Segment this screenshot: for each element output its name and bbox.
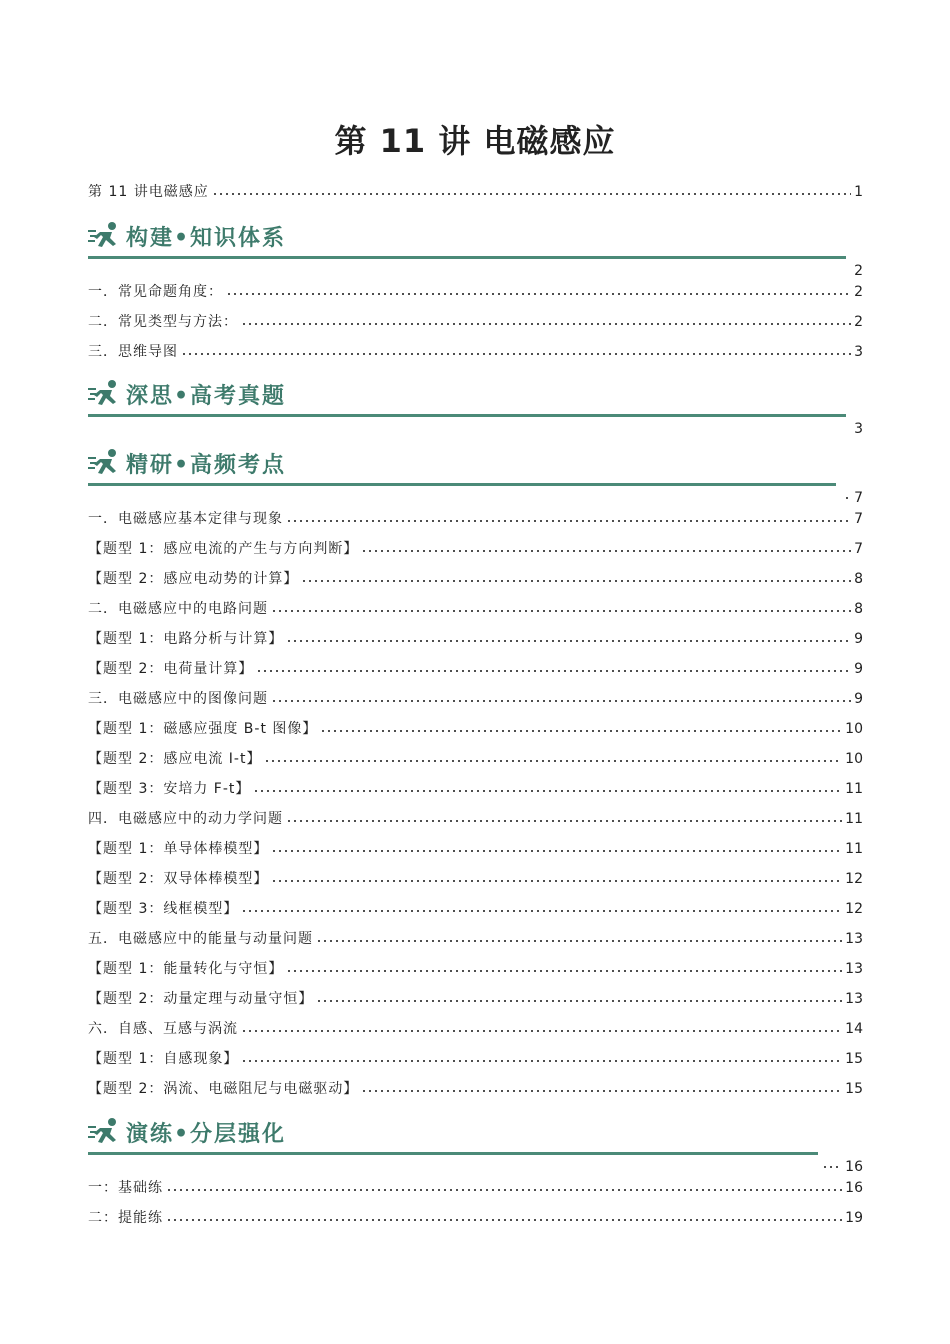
leader-dots [226,291,851,297]
toc-entry-label: 【题型 2：感应电流 I-t】 [88,751,262,767]
section-title: 构建•知识体系 [126,225,287,251]
section-page[interactable]: 16 [845,1159,863,1175]
toc-entry-label: 【题型 1：感应电流的产生与方向判断】 [88,541,359,557]
leader-dots [822,1164,842,1170]
leader-dots [320,728,842,734]
toc-entry-label: 【题型 1：自感现象】 [88,1051,239,1067]
leader-dots [286,638,851,644]
leader-dots [271,848,842,854]
toc-entry-page: 3 [854,344,863,360]
toc-entry[interactable] [88,1049,863,1069]
toc-entry-page: 2 [854,314,863,330]
toc-entry[interactable] [88,959,863,979]
toc-entry-page: 16 [845,1180,863,1196]
section-page[interactable]: 3 [854,421,863,437]
section-rule [88,1152,818,1155]
toc-entry-label: 一：基础练 [88,1180,163,1196]
leader-dots [316,938,842,944]
toc-entry-page: 7 [854,541,863,557]
toc-entry-label: 三．电磁感应中的图像问题 [88,691,268,707]
section-header [88,220,863,280]
toc-entry[interactable] [88,839,863,859]
toc-entry-label: 【题型 2：电荷量计算】 [88,661,254,677]
document-title: 第 11 讲 电磁感应 [334,122,616,160]
section-title: 演练•分层强化 [126,1121,287,1147]
toc-entry-page: 9 [854,661,863,677]
section-rule [88,483,836,486]
leader-dots [241,1058,842,1064]
runner-icon [88,447,122,477]
toc-entry-page: 15 [845,1051,863,1067]
toc-entry[interactable] [88,1208,863,1228]
toc-entry-label: 四．电磁感应中的动力学问题 [88,811,283,827]
toc-entry[interactable] [88,749,863,769]
section-title: 精研•高频考点 [126,452,287,478]
toc-entry-label: 【题型 1：能量转化与守恒】 [88,961,284,977]
toc-entry-label: 【题型 3：线框模型】 [88,901,239,917]
toc-entry-page: 15 [845,1081,863,1097]
toc-entry[interactable] [88,1019,863,1039]
toc-entry-label: 六．自感、互感与涡流 [88,1021,238,1037]
section-page[interactable]: 7 [854,490,863,506]
runner-icon [88,378,122,408]
toc-entry-label: 三．思维导图 [88,344,178,360]
toc-entry-label: 第 11 讲电磁感应 [88,184,209,200]
section-title: 深思•高考真题 [126,383,287,409]
toc-entry-page: 9 [854,631,863,647]
toc-entry-page: 10 [845,721,863,737]
section-header [88,1116,863,1176]
leader-dots [316,998,842,1004]
toc-entry-label: 【题型 3：安培力 F-t】 [88,781,251,797]
toc-entry-page: 2 [854,284,863,300]
toc-entry[interactable] [88,929,863,949]
toc-entry[interactable] [88,282,863,302]
toc-entry[interactable] [88,689,863,709]
leader-dots [844,495,852,501]
runner-icon [88,1116,122,1146]
toc-entry-page: 9 [854,691,863,707]
toc-entry[interactable] [88,539,863,559]
section-header [88,378,863,438]
toc-entry[interactable] [88,599,863,619]
toc-entry-page: 13 [845,931,863,947]
toc-entry-label: 【题型 1：磁感应强度 B-t 图像】 [88,721,318,737]
toc-entry[interactable] [88,629,863,649]
toc-entry[interactable] [88,989,863,1009]
section-header [88,447,863,507]
toc-entry[interactable] [88,342,863,362]
toc-entry-page: 7 [854,511,863,527]
toc-entry-page: 13 [845,991,863,1007]
toc-entry-page: 8 [854,601,863,617]
leader-dots [241,908,842,914]
toc-entry[interactable] [88,869,863,889]
toc-entry-page: 11 [845,781,863,797]
section-rule [88,256,846,259]
runner-icon [88,220,122,250]
toc-entry-page: 11 [845,841,863,857]
toc-entry[interactable] [88,779,863,799]
leader-dots [286,518,851,524]
leader-dots [256,668,851,674]
leader-dots [301,578,851,584]
toc-entry-label: 【题型 1：电路分析与计算】 [88,631,284,647]
toc-entry[interactable] [88,569,863,589]
leader-dots [212,191,851,197]
leader-dots [286,818,842,824]
toc-entry[interactable] [88,809,863,829]
toc-entry[interactable] [88,1079,863,1099]
toc-entry[interactable] [88,659,863,679]
toc-entry[interactable] [88,899,863,919]
toc-entry-page: 13 [845,961,863,977]
toc-entry-label: 一．常见命题角度： [88,284,223,300]
toc-entry-label: 五．电磁感应中的能量与动量问题 [88,931,313,947]
toc-entry[interactable] [88,312,863,332]
toc-entry-label: 【题型 2：感应电动势的计算】 [88,571,299,587]
toc-entry-page: 8 [854,571,863,587]
leader-dots [271,698,851,704]
toc-entry-label: 二：提能练 [88,1210,163,1226]
leader-dots [286,968,842,974]
toc-entry[interactable] [88,1178,863,1198]
toc-entry-label: 【题型 2：动量定理与动量守恒】 [88,991,314,1007]
toc-entry[interactable] [88,719,863,739]
toc-entry-page: 1 [854,184,863,200]
toc-entry-label: 【题型 2：涡流、电磁阻尼与电磁驱动】 [88,1081,359,1097]
leader-dots [166,1187,842,1193]
section-rule [88,414,846,417]
leader-dots [166,1217,842,1223]
toc-entry-label: 二．电磁感应中的电路问题 [88,601,268,617]
section-page[interactable]: 2 [854,263,863,279]
leader-dots [241,1028,842,1034]
leader-dots [361,548,851,554]
toc-entry-page: 12 [845,901,863,917]
leader-dots [181,351,851,357]
toc-entry-label: 【题型 1：单导体棒模型】 [88,841,269,857]
toc-entry-label: 一．电磁感应基本定律与现象 [88,511,283,527]
leader-dots [241,321,851,327]
toc-entry-page: 10 [845,751,863,767]
toc-entry-label: 二．常见类型与方法： [88,314,238,330]
leader-dots [271,878,842,884]
toc-entry-label: 【题型 2：双导体棒模型】 [88,871,269,887]
leader-dots [264,758,842,764]
toc-entry-page: 14 [845,1021,863,1037]
toc-entry-page: 12 [845,871,863,887]
leader-dots [361,1088,842,1094]
toc-entry-page: 11 [845,811,863,827]
leader-dots [253,788,842,794]
toc-entry-page: 19 [845,1210,863,1226]
leader-dots [271,608,851,614]
toc-entry-top[interactable] [88,182,863,202]
toc-entry[interactable] [88,509,863,529]
